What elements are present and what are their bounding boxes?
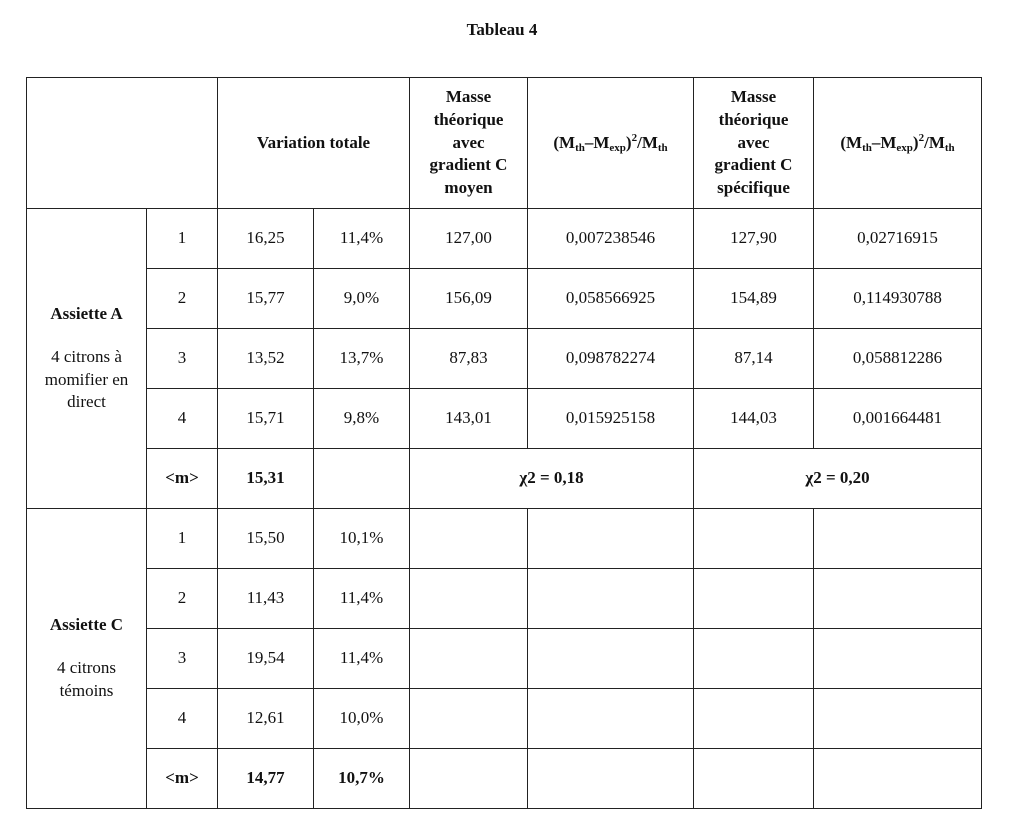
empty-cell — [694, 689, 814, 749]
ratio-part: /M — [637, 132, 658, 152]
cell-percent: 10,0% — [314, 689, 410, 749]
header-line: Masse — [445, 86, 492, 106]
header-line: théorique — [433, 109, 504, 129]
row-number: 3 — [147, 329, 218, 389]
mean-percent — [314, 449, 410, 509]
chi2-moyen: χ2 = 0,18 — [410, 449, 694, 509]
empty-cell — [814, 629, 982, 689]
cell-mth-moyen: 143,01 — [410, 389, 528, 449]
row-number: 4 — [147, 689, 218, 749]
ratio-sub: th — [944, 141, 955, 154]
header-masse-moyen — [410, 78, 528, 209]
cell-percent: 9,8% — [314, 389, 410, 449]
empty-cell — [814, 689, 982, 749]
row-number: 1 — [147, 209, 218, 269]
ratio-sub: th — [657, 141, 668, 154]
row-number: 4 — [147, 389, 218, 449]
group-desc-line: 4 citrons — [56, 658, 117, 678]
empty-cell — [814, 569, 982, 629]
ratio-part: (M — [840, 132, 863, 152]
header-ratio-specifique — [814, 78, 982, 209]
mean-value: 14,77 — [218, 749, 314, 809]
cell-mth-specifique: 144,03 — [694, 389, 814, 449]
header-masse-specifique — [694, 78, 814, 209]
table-row — [27, 269, 982, 329]
header-line: avec — [737, 132, 770, 152]
empty-cell — [410, 689, 528, 749]
cell-mth-specifique: 87,14 — [694, 329, 814, 389]
ratio-sup: 2 — [631, 131, 638, 144]
empty-cell — [528, 509, 694, 569]
header-empty-cell — [27, 78, 218, 209]
header-line: avec — [452, 132, 485, 152]
mean-label: <m> — [147, 749, 218, 809]
ratio-part: –M — [871, 132, 897, 152]
group-name: Assiette A — [50, 303, 123, 323]
cell-mth-moyen: 156,09 — [410, 269, 528, 329]
cell-mth-specifique: 127,90 — [694, 209, 814, 269]
cell-mth-specifique: 154,89 — [694, 269, 814, 329]
empty-cell — [694, 629, 814, 689]
table-row — [27, 209, 982, 269]
row-number: 1 — [147, 509, 218, 569]
header-line: moyen — [444, 178, 493, 198]
group-label-assiette-a — [27, 209, 147, 509]
mean-percent: 10,7% — [314, 749, 410, 809]
ratio-sup: 2 — [918, 131, 925, 144]
group-desc-line: direct — [67, 392, 106, 412]
header-line: gradient C — [714, 155, 793, 175]
table-row — [27, 509, 982, 569]
empty-cell — [814, 509, 982, 569]
cell-value: 15,77 — [218, 269, 314, 329]
table-row — [27, 389, 982, 449]
cell-value: 16,25 — [218, 209, 314, 269]
cell-value: 11,43 — [218, 569, 314, 629]
cell-mth-moyen: 127,00 — [410, 209, 528, 269]
ratio-sub: exp — [609, 141, 626, 154]
header-variation-totale: Variation totale — [218, 78, 410, 209]
cell-percent: 11,4% — [314, 629, 410, 689]
empty-cell — [528, 569, 694, 629]
mean-row — [27, 749, 982, 809]
empty-cell — [528, 689, 694, 749]
group-name: Assiette C — [49, 615, 124, 635]
cell-percent: 11,4% — [314, 569, 410, 629]
header-line: gradient C — [429, 155, 508, 175]
ratio-sub: th — [862, 141, 872, 154]
header-line: théorique — [718, 109, 789, 129]
cell-percent: 10,1% — [314, 509, 410, 569]
row-number: 3 — [147, 629, 218, 689]
ratio-part: ) — [625, 132, 632, 152]
cell-ratio-specifique: 0,02716915 — [814, 209, 982, 269]
header-ratio-moyen — [528, 78, 694, 209]
cell-percent: 9,0% — [314, 269, 410, 329]
empty-cell — [528, 749, 694, 809]
table-row — [27, 689, 982, 749]
group-desc-line: témoins — [59, 680, 114, 700]
cell-ratio-moyen: 0,098782274 — [528, 329, 694, 389]
table-title: Tableau 4 — [466, 20, 538, 39]
header-line: spécifique — [717, 178, 790, 198]
row-number: 2 — [147, 569, 218, 629]
empty-cell — [410, 569, 528, 629]
empty-cell — [694, 749, 814, 809]
cell-ratio-specifique: 0,001664481 — [814, 389, 982, 449]
header-row — [27, 78, 982, 209]
ratio-sub: exp — [896, 141, 913, 154]
cell-value: 13,52 — [218, 329, 314, 389]
empty-cell — [528, 629, 694, 689]
cell-value: 15,71 — [218, 389, 314, 449]
empty-cell — [694, 569, 814, 629]
empty-cell — [410, 509, 528, 569]
empty-cell — [694, 509, 814, 569]
chi2-specifique: χ2 = 0,20 — [694, 449, 982, 509]
table-row — [27, 569, 982, 629]
group-desc-line: momifier en — [44, 369, 129, 389]
empty-cell — [410, 749, 528, 809]
empty-cell — [814, 749, 982, 809]
header-line: Masse — [730, 86, 777, 106]
ratio-part: /M — [924, 132, 945, 152]
group-desc-line: 4 citrons à — [51, 346, 122, 366]
cell-value: 15,50 — [218, 509, 314, 569]
ratio-part: ) — [912, 132, 919, 152]
cell-ratio-moyen: 0,015925158 — [528, 389, 694, 449]
cell-mth-moyen: 87,83 — [410, 329, 528, 389]
mean-value: 15,31 — [218, 449, 314, 509]
table-row — [27, 629, 982, 689]
cell-ratio-moyen: 0,007238546 — [528, 209, 694, 269]
cell-value: 12,61 — [218, 689, 314, 749]
ratio-sub: th — [575, 141, 585, 154]
cell-value: 19,54 — [218, 629, 314, 689]
table-row — [27, 329, 982, 389]
ratio-part: (M — [553, 132, 576, 152]
ratio-part: –M — [584, 132, 610, 152]
data-table — [26, 77, 982, 809]
cell-ratio-moyen: 0,058566925 — [528, 269, 694, 329]
group-label-assiette-c — [27, 509, 147, 809]
row-number: 2 — [147, 269, 218, 329]
cell-ratio-specifique: 0,058812286 — [814, 329, 982, 389]
empty-cell — [410, 629, 528, 689]
mean-row — [27, 449, 982, 509]
cell-ratio-specifique: 0,114930788 — [814, 269, 982, 329]
cell-percent: 13,7% — [314, 329, 410, 389]
cell-percent: 11,4% — [314, 209, 410, 269]
mean-label: <m> — [147, 449, 218, 509]
